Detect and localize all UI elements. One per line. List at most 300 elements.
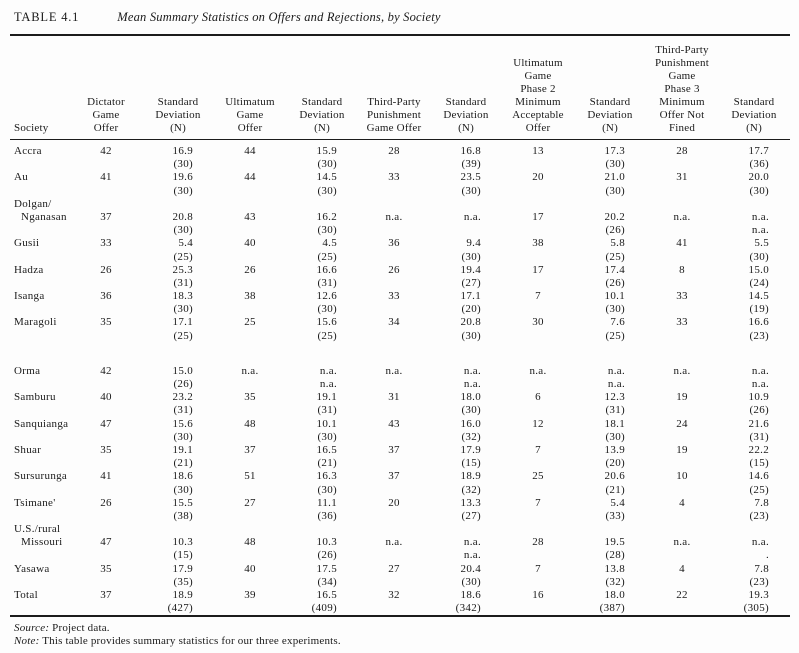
column-header: [70, 96, 142, 135]
cell-n: [646, 510, 718, 523]
cell-n: (39): [461, 158, 481, 171]
sd-cell: [718, 145, 790, 171]
sd-cell: [430, 497, 502, 523]
sd-cell: [574, 391, 646, 417]
cell-value: 17.1: [460, 290, 481, 303]
cell-value: 18.0: [460, 391, 481, 404]
offer-cell: [502, 470, 574, 496]
offer-cell: [358, 264, 430, 290]
sd-cell: [718, 589, 790, 615]
cell-value: 44: [244, 171, 256, 184]
cell-value: n.a.: [751, 364, 769, 377]
society-cell: [10, 589, 70, 615]
offer-cell: [214, 316, 286, 342]
sd-cell: [286, 365, 358, 391]
cell-value: 19.6: [172, 171, 193, 184]
cell-value: 4: [679, 496, 685, 509]
society-cell: [10, 171, 70, 197]
cell-n: (30): [749, 250, 769, 263]
cell-value: 15.0: [172, 364, 193, 377]
cell-n: [646, 484, 718, 497]
spacer-line: [214, 523, 286, 536]
sd-cell: [430, 171, 502, 197]
cell-n: (30): [605, 303, 625, 316]
column-header-society: [10, 122, 70, 135]
society-cell: [10, 145, 70, 171]
cell-n: (26): [605, 276, 625, 289]
sd-cell: [430, 444, 502, 470]
column-header-line: Phase 3: [664, 83, 700, 95]
cell-n: .: [765, 549, 769, 562]
cell-value: 40: [244, 562, 256, 575]
cell-n: n.a.: [751, 224, 769, 237]
column-header-line: Ultimatum: [513, 57, 563, 69]
cell-value: 42: [100, 145, 112, 157]
sd-cell: [286, 198, 358, 238]
cell-value: 12: [532, 417, 544, 430]
cell-value: 7: [535, 443, 541, 456]
source-text: Project data.: [52, 621, 110, 634]
cell-n: n.a.: [319, 378, 337, 390]
table-number: TABLE 4.1: [14, 10, 80, 24]
cell-value: 25: [244, 316, 256, 329]
cell-value: 20.2: [604, 210, 625, 223]
note-label: Note:: [14, 635, 40, 648]
cell-n: [358, 484, 430, 497]
cell-value: 33: [676, 316, 688, 329]
cell-n: [214, 277, 286, 290]
cell-n: (409): [311, 602, 337, 615]
cell-value: 15.5: [172, 496, 193, 509]
cell-n: [214, 330, 286, 343]
society-cell: [10, 470, 70, 496]
cell-value: 28: [676, 145, 688, 157]
society-cell: [10, 365, 70, 391]
offer-cell: [70, 391, 142, 417]
cell-value: 15.6: [316, 316, 337, 329]
cell-n: n.a.: [607, 378, 625, 390]
offer-cell: [70, 290, 142, 316]
cell-n: [502, 378, 574, 391]
cell-value: 12.3: [604, 391, 625, 404]
cell-value: 19.5: [604, 536, 625, 549]
offer-cell: [214, 198, 286, 238]
offer-cell: [502, 365, 574, 391]
society-name: Accra: [14, 145, 42, 157]
cell-n: [502, 251, 574, 264]
column-header-line: (N): [746, 122, 762, 134]
column-header-line: (N): [170, 122, 186, 134]
cell-n: (15): [173, 549, 193, 562]
society-name: Isanga: [14, 290, 45, 303]
column-header-line: Game: [524, 70, 552, 82]
cell-n: n.a.: [463, 378, 481, 390]
cell-value: 39: [244, 589, 256, 601]
sd-cell: [718, 391, 790, 417]
cell-n: [70, 251, 142, 264]
sd-cell: [574, 264, 646, 290]
cell-n: [70, 404, 142, 417]
cell-n: [358, 549, 430, 562]
offer-cell: [502, 198, 574, 238]
column-header-line: Minimum: [659, 96, 705, 108]
offer-cell: [646, 589, 718, 615]
cell-n: [502, 158, 574, 171]
offer-cell: [214, 391, 286, 417]
column-header-line: Game: [668, 70, 696, 82]
society-name: Sursurunga: [14, 470, 68, 483]
table-body: [10, 140, 790, 615]
offer-cell: [214, 497, 286, 523]
offer-cell: [358, 523, 430, 563]
offer-cell: [502, 523, 574, 563]
society-cell: [10, 290, 70, 316]
society-name: Gusii: [14, 237, 40, 250]
offer-cell: [358, 316, 430, 342]
cell-value: 26: [244, 263, 256, 276]
cell-n: [646, 303, 718, 316]
cell-value: 18.1: [604, 417, 625, 430]
cell-value: 14.5: [748, 290, 769, 303]
sd-cell: [142, 316, 214, 342]
sd-cell: [430, 290, 502, 316]
cell-n: (30): [749, 184, 769, 197]
source-note: [14, 622, 790, 636]
cell-value: 18.9: [460, 470, 481, 483]
sd-cell: [286, 237, 358, 263]
offer-cell: [70, 316, 142, 342]
cell-n: [70, 185, 142, 198]
sd-cell: [430, 316, 502, 342]
spacer-line: [286, 523, 358, 536]
cell-n: (21): [317, 457, 337, 470]
cell-n: [646, 185, 718, 198]
cell-n: (31): [749, 430, 769, 443]
offer-cell: [214, 264, 286, 290]
cell-n: (31): [173, 276, 193, 289]
bottom-rule: [10, 615, 790, 617]
cell-n: [502, 576, 574, 589]
cell-value: 19.1: [316, 391, 337, 404]
cell-value: 36: [388, 237, 400, 250]
cell-value: 13.9: [604, 443, 625, 456]
society-cell: [10, 316, 70, 342]
column-header: [286, 96, 358, 135]
experiments-note: [14, 635, 790, 649]
cell-n: (30): [317, 224, 337, 237]
offer-cell: [646, 563, 718, 589]
cell-value: 9.4: [466, 237, 481, 250]
cell-n: (24): [749, 276, 769, 289]
sd-cell: [286, 497, 358, 523]
cell-n: [646, 330, 718, 343]
offer-cell: [646, 365, 718, 391]
cell-n: (32): [461, 483, 481, 496]
cell-value: 20.8: [460, 316, 481, 329]
offer-cell: [214, 523, 286, 563]
cell-n: (26): [605, 224, 625, 237]
cell-value: 10.1: [316, 417, 337, 430]
cell-value: 41: [676, 237, 688, 250]
column-header-line: Standard: [301, 96, 343, 108]
offer-cell: [502, 418, 574, 444]
cell-value: 40: [100, 391, 112, 404]
cell-value: 28: [388, 145, 400, 157]
sd-cell: [430, 264, 502, 290]
offer-cell: [70, 444, 142, 470]
cell-n: [502, 431, 574, 444]
sd-cell: [574, 470, 646, 496]
cell-value: 21.0: [604, 171, 625, 184]
offer-cell: [646, 237, 718, 263]
sd-cell: [430, 365, 502, 391]
cell-value: 7.8: [754, 562, 769, 575]
sd-cell: [574, 563, 646, 589]
cell-value: 4.5: [322, 237, 337, 250]
cell-n: (25): [749, 483, 769, 496]
society-cell: [10, 418, 70, 444]
column-header-line: Standard: [157, 96, 199, 108]
cell-value: 32: [388, 589, 400, 601]
table-header-row: [10, 36, 790, 139]
cell-n: (30): [317, 184, 337, 197]
cell-value: 16.5: [316, 589, 337, 601]
cell-value: 10: [676, 470, 688, 483]
cell-value: 6: [535, 391, 541, 404]
cell-n: [70, 549, 142, 562]
source-label: Source:: [14, 621, 50, 634]
spacer-line: [358, 198, 430, 211]
spacer-line: [430, 198, 502, 211]
cell-value: 5.4: [178, 237, 193, 250]
column-header-line: Fined: [668, 122, 696, 134]
table-subtitle: Mean Summary Statistics on Offers and Rejections, by Society: [117, 10, 441, 24]
cell-value: 4: [679, 562, 685, 575]
cell-value: 38: [244, 290, 256, 303]
cell-n: (21): [173, 457, 193, 470]
cell-value: 22: [676, 589, 688, 601]
sd-cell: [430, 198, 502, 238]
cell-n: (30): [461, 329, 481, 342]
cell-n: [502, 510, 574, 523]
cell-value: 33: [676, 290, 688, 303]
offer-cell: [214, 444, 286, 470]
sd-cell: [286, 589, 358, 615]
cell-n: (30): [173, 303, 193, 316]
cell-n: (25): [605, 329, 625, 342]
cell-value: 10.3: [316, 536, 337, 549]
society-name: U.S./rural: [14, 523, 61, 536]
cell-n: [358, 303, 430, 316]
cell-n: (36): [317, 509, 337, 522]
sd-cell: [718, 316, 790, 342]
cell-value: 12.6: [316, 290, 337, 303]
cell-n: [646, 158, 718, 171]
cell-value: 7: [535, 562, 541, 575]
cell-n: [214, 303, 286, 316]
offer-cell: [646, 444, 718, 470]
cell-n: (30): [173, 430, 193, 443]
cell-value: n.a.: [385, 536, 403, 549]
offer-cell: [358, 365, 430, 391]
cell-value: 26: [388, 263, 400, 276]
offer-cell: [646, 264, 718, 290]
cell-value: 13: [532, 145, 544, 157]
cell-n: (36): [749, 158, 769, 171]
offer-cell: [646, 418, 718, 444]
spacer-line: [430, 523, 502, 536]
cell-value: 37: [100, 589, 112, 601]
offer-cell: [214, 171, 286, 197]
offer-cell: [646, 470, 718, 496]
column-header-line: Game: [92, 109, 120, 121]
spacer-line: [646, 523, 718, 536]
cell-n: (30): [317, 303, 337, 316]
column-header-line: Minimum: [515, 96, 561, 108]
sd-cell: [718, 264, 790, 290]
cell-value: 18.9: [172, 589, 193, 601]
table-footnotes: [10, 622, 790, 649]
cell-n: (23): [749, 575, 769, 588]
cell-value: 10.9: [748, 391, 769, 404]
spacer-line: [646, 198, 718, 211]
sd-cell: [718, 290, 790, 316]
sd-cell: [718, 444, 790, 470]
cell-value: n.a.: [241, 364, 259, 377]
sd-cell: [286, 523, 358, 563]
column-header-line: Punishment: [367, 109, 421, 121]
offer-cell: [214, 470, 286, 496]
cell-value: 20.4: [460, 562, 481, 575]
offer-cell: [358, 391, 430, 417]
cell-value: 40: [244, 237, 256, 250]
cell-n: [214, 251, 286, 264]
offer-cell: [70, 365, 142, 391]
sd-cell: [142, 365, 214, 391]
column-header: [142, 96, 214, 135]
society-name: Samburu: [14, 391, 56, 404]
sd-cell: [430, 237, 502, 263]
cell-n: (15): [749, 457, 769, 470]
cell-n: (31): [317, 404, 337, 417]
cell-n: (30): [605, 158, 625, 171]
cell-n: (31): [173, 404, 193, 417]
cell-value: 13.3: [460, 496, 481, 509]
spacer-line: [502, 198, 574, 211]
society-name: Missouri: [21, 536, 63, 549]
sd-cell: [286, 145, 358, 171]
cell-value: 18.0: [604, 589, 625, 601]
cell-n: (23): [749, 329, 769, 342]
column-header-line: Game: [236, 109, 264, 121]
sd-cell: [430, 391, 502, 417]
column-header: [502, 57, 574, 135]
cell-value: 17: [532, 210, 544, 223]
spacer-line: [70, 523, 142, 536]
cell-value: 20.6: [604, 470, 625, 483]
cell-value: 25: [532, 470, 544, 483]
column-header-line: Standard: [733, 96, 775, 108]
cell-n: [502, 404, 574, 417]
cell-value: 5.8: [610, 237, 625, 250]
spacer-line: [358, 523, 430, 536]
offer-cell: [358, 198, 430, 238]
spacer-line: [502, 523, 574, 536]
offer-cell: [70, 523, 142, 563]
column-header: [358, 96, 430, 135]
cell-value: 14.5: [316, 171, 337, 184]
society-name: Orma: [14, 364, 41, 377]
cell-n: [430, 224, 502, 237]
cell-n: [214, 510, 286, 523]
offer-cell: [646, 171, 718, 197]
cell-value: 27: [388, 562, 400, 575]
society-name: Total: [14, 589, 38, 601]
society-cell: [10, 391, 70, 417]
cell-value: n.a.: [385, 364, 403, 377]
cell-n: [214, 457, 286, 470]
cell-value: 17.9: [172, 562, 193, 575]
cell-n: [358, 602, 430, 615]
cell-n: [70, 602, 142, 615]
cell-value: 27: [244, 496, 256, 509]
cell-value: 17.3: [604, 145, 625, 157]
society-name: Au: [14, 171, 29, 184]
cell-value: 16.0: [460, 417, 481, 430]
cell-n: (28): [605, 549, 625, 562]
column-header-line: (N): [602, 122, 618, 134]
offer-cell: [214, 589, 286, 615]
sd-cell: [718, 237, 790, 263]
column-header-line: Phase 2: [520, 83, 556, 95]
cell-n: (30): [605, 430, 625, 443]
cell-value: 14.6: [748, 470, 769, 483]
spacer-line: [718, 198, 790, 211]
cell-n: (30): [461, 250, 481, 263]
cell-value: 24: [676, 417, 688, 430]
cell-value: n.a.: [463, 210, 481, 223]
sd-cell: [718, 418, 790, 444]
sd-cell: [142, 198, 214, 238]
offer-cell: [646, 497, 718, 523]
cell-n: [358, 330, 430, 343]
cell-n: (26): [173, 378, 193, 390]
cell-n: [358, 431, 430, 444]
cell-n: [70, 224, 142, 237]
cell-n: (30): [461, 404, 481, 417]
cell-value: 20: [532, 171, 544, 184]
cell-n: [646, 404, 718, 417]
sd-cell: [574, 418, 646, 444]
cell-value: 15.6: [172, 417, 193, 430]
cell-n: [502, 484, 574, 497]
society-name: Nganasan: [21, 210, 67, 223]
table-row: [10, 264, 790, 290]
sd-cell: [718, 171, 790, 197]
society-header-label: Society: [14, 122, 49, 134]
sd-cell: [574, 316, 646, 342]
society-name: Maragoli: [14, 316, 57, 329]
offer-cell: [70, 470, 142, 496]
cell-value: 8: [679, 263, 685, 276]
cell-value: n.a.: [673, 210, 691, 223]
cell-value: 25.3: [172, 263, 193, 276]
spacer-line: [142, 198, 214, 211]
cell-value: 10.1: [604, 290, 625, 303]
cell-value: n.a.: [751, 536, 769, 549]
offer-cell: [70, 145, 142, 171]
sd-cell: [142, 290, 214, 316]
